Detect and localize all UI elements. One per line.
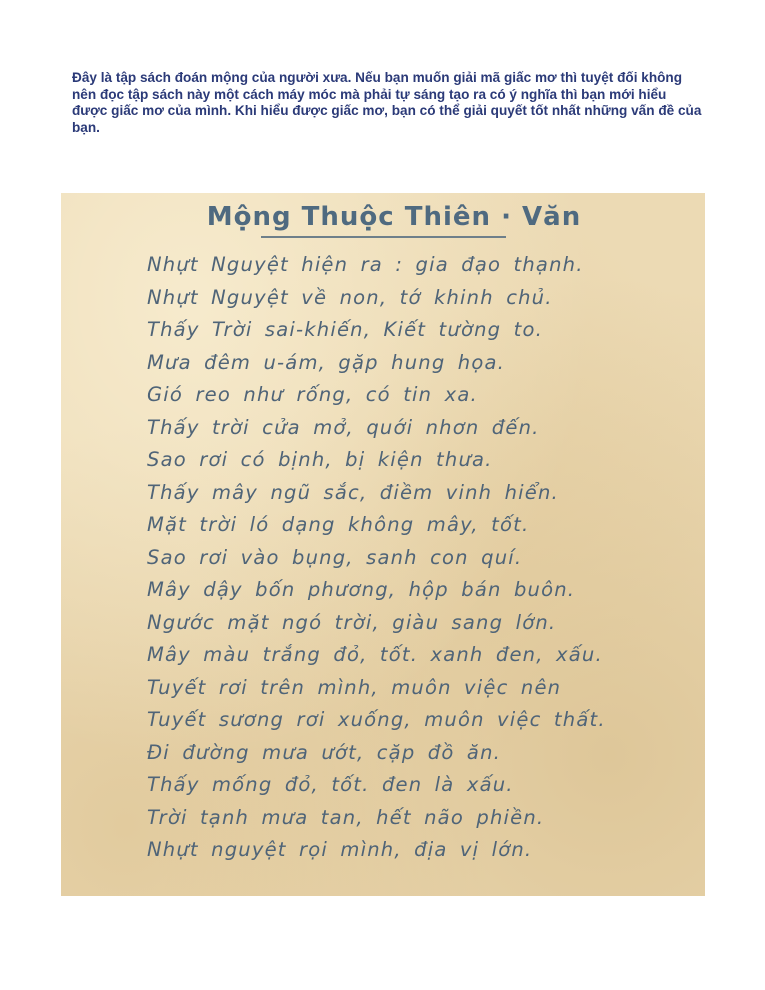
verse-line: Tuyết sương rơi xuống, muôn việc thất. <box>147 708 606 731</box>
intro-paragraph: Đây là tập sách đoán mộng của người xưa. Nếu bạn muốn giải mã giấc mơ thì tuyệt đối không nên đọc tập sách này một cách máy móc mà phải tự sáng tạo ra có ý nghĩa thì bạn mới hiểu được giấc mơ của mình. Khi hiểu được giấc mơ, bạn có thể giải quyết tốt nhất những vấn đề của bạn. <box>72 70 702 135</box>
verse-line: Sao rơi vào bụng, sanh con quí. <box>147 545 523 569</box>
verse-line: Nhựt nguyệt rọi mình, địa vị lớn. <box>147 838 533 861</box>
poem-title: Mộng Thuộc Thiên · Văn <box>206 202 582 232</box>
verse-line: Mặt trời ló dạng không mây, tốt. <box>147 513 530 536</box>
verse-line: Đi đường mưa ướt, cặp đồ ăn. <box>147 740 502 764</box>
verse-line: Mây dậy bốn phương, hộp bán buôn. <box>147 578 576 601</box>
verse-line: Thấy mây ngũ sắc, điềm vinh hiển. <box>147 480 559 504</box>
scanned-page-image <box>61 193 705 896</box>
verse-line: Nhựt Nguyệt về non, tớ khinh chủ. <box>147 285 553 309</box>
verse-line: Thấy trời cửa mở, quới nhơn đến. <box>147 415 540 439</box>
verse-line: Thấy mống đỏ, tốt. đen là xấu. <box>147 773 514 796</box>
verse-line: Mây màu trắng đỏ, tốt. xanh đen, xấu. <box>147 643 603 666</box>
verse-line: Ngước mặt ngó trời, giàu sang lớn. <box>147 610 557 634</box>
verse-line: Sao rơi có bịnh, bị kiện thưa. <box>147 448 493 471</box>
verse-line: Mưa đêm u-ám, gặp hung họa. <box>147 350 506 374</box>
verse-line: Tuyết rơi trên mình, muôn việc nên <box>147 675 562 699</box>
verse-list <box>147 249 687 867</box>
title-underline <box>261 236 506 238</box>
verse-line: Thấy Trời sai-khiến, Kiết tường to. <box>147 318 543 341</box>
verse-line: Gió reo như rống, có tin xa. <box>147 383 478 406</box>
verse-line: Nhựt Nguyệt hiện ra : gia đạo thạnh. <box>147 253 584 276</box>
verse-line: Trời tạnh mưa tan, hết não phiền. <box>147 805 545 829</box>
